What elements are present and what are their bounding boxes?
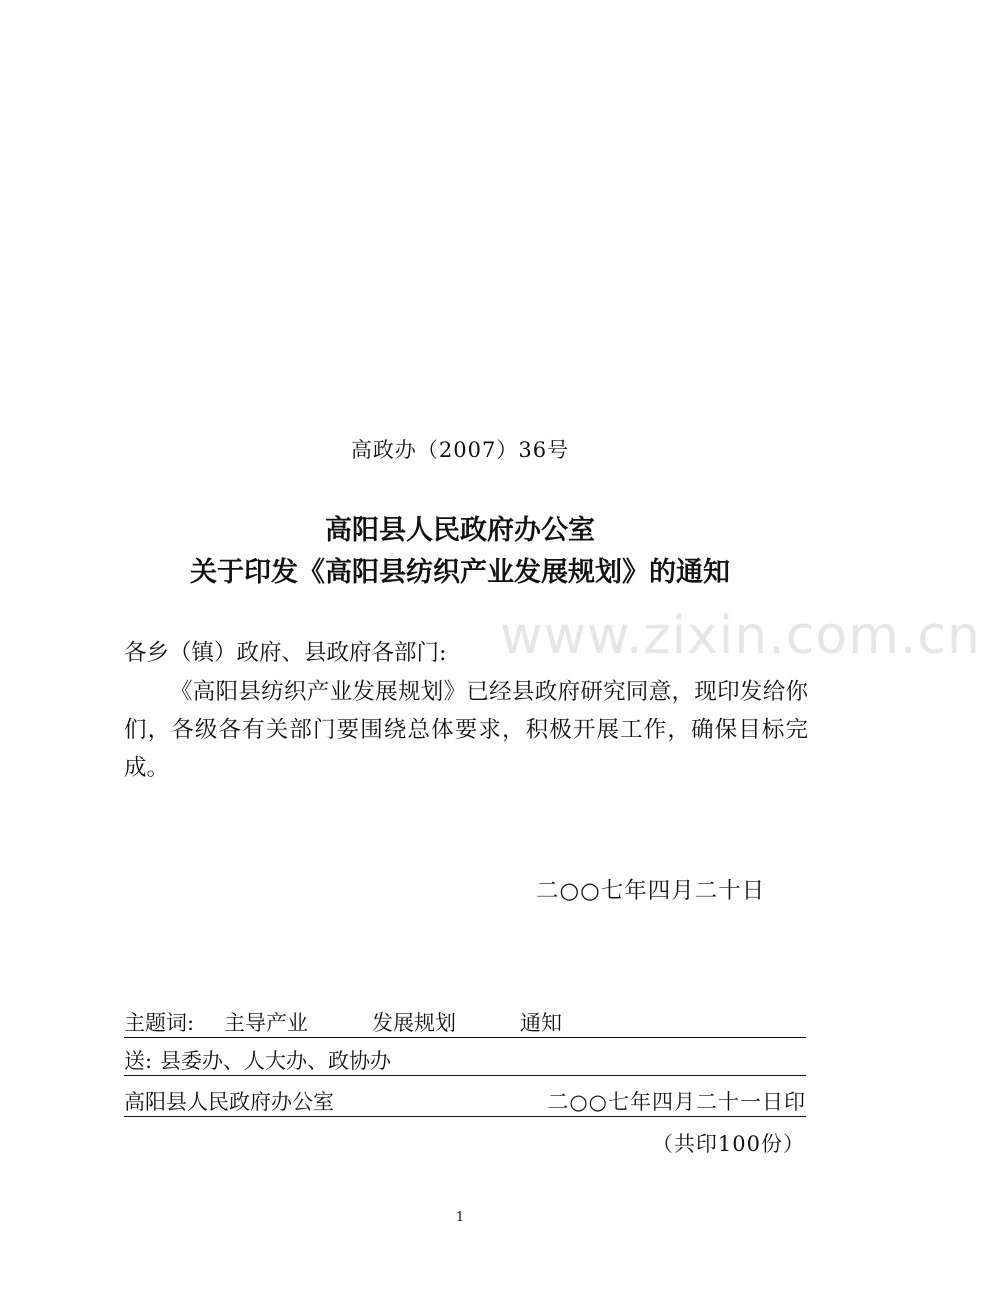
distribution-label: 送: bbox=[124, 1049, 153, 1073]
body-paragraph: 《高阳县纺织产业发展规划》已经县政府研究同意，现印发给你们，各级各有关部门要围绕总体要求，积极开展工作，确保目标完成。 bbox=[124, 679, 808, 781]
salutation: 各乡（镇）政府、县政府各部门: bbox=[124, 640, 447, 666]
document-title-line2: 关于印发《高阳县纺织产业发展规划》的通知 bbox=[190, 557, 730, 588]
print-date: 二○○七年四月二十一日印 bbox=[547, 1090, 806, 1114]
distribution-recipients: 县委办、人大办、政协办 bbox=[160, 1049, 391, 1073]
document-title-line1: 高阳县人民政府办公室 bbox=[325, 515, 595, 546]
keyword: 通知 bbox=[520, 1011, 562, 1035]
signing-date: 二○○七年四月二十日 bbox=[536, 878, 766, 904]
page-number: 1 bbox=[455, 1210, 465, 1225]
keywords-row bbox=[124, 1007, 806, 1038]
copies-count: （共印100份） bbox=[651, 1132, 805, 1156]
distribution-row bbox=[124, 1045, 806, 1076]
issuer-name: 高阳县人民政府办公室 bbox=[124, 1090, 334, 1114]
watermark: www.zixin.com.cn bbox=[500, 606, 981, 666]
keyword: 发展规划 bbox=[372, 1011, 456, 1035]
keywords-label: 主题词: bbox=[124, 1011, 195, 1035]
issuer-row bbox=[124, 1086, 806, 1117]
keyword: 主导产业 bbox=[224, 1011, 308, 1035]
document-number: 高政办（2007）36号 bbox=[350, 438, 570, 462]
